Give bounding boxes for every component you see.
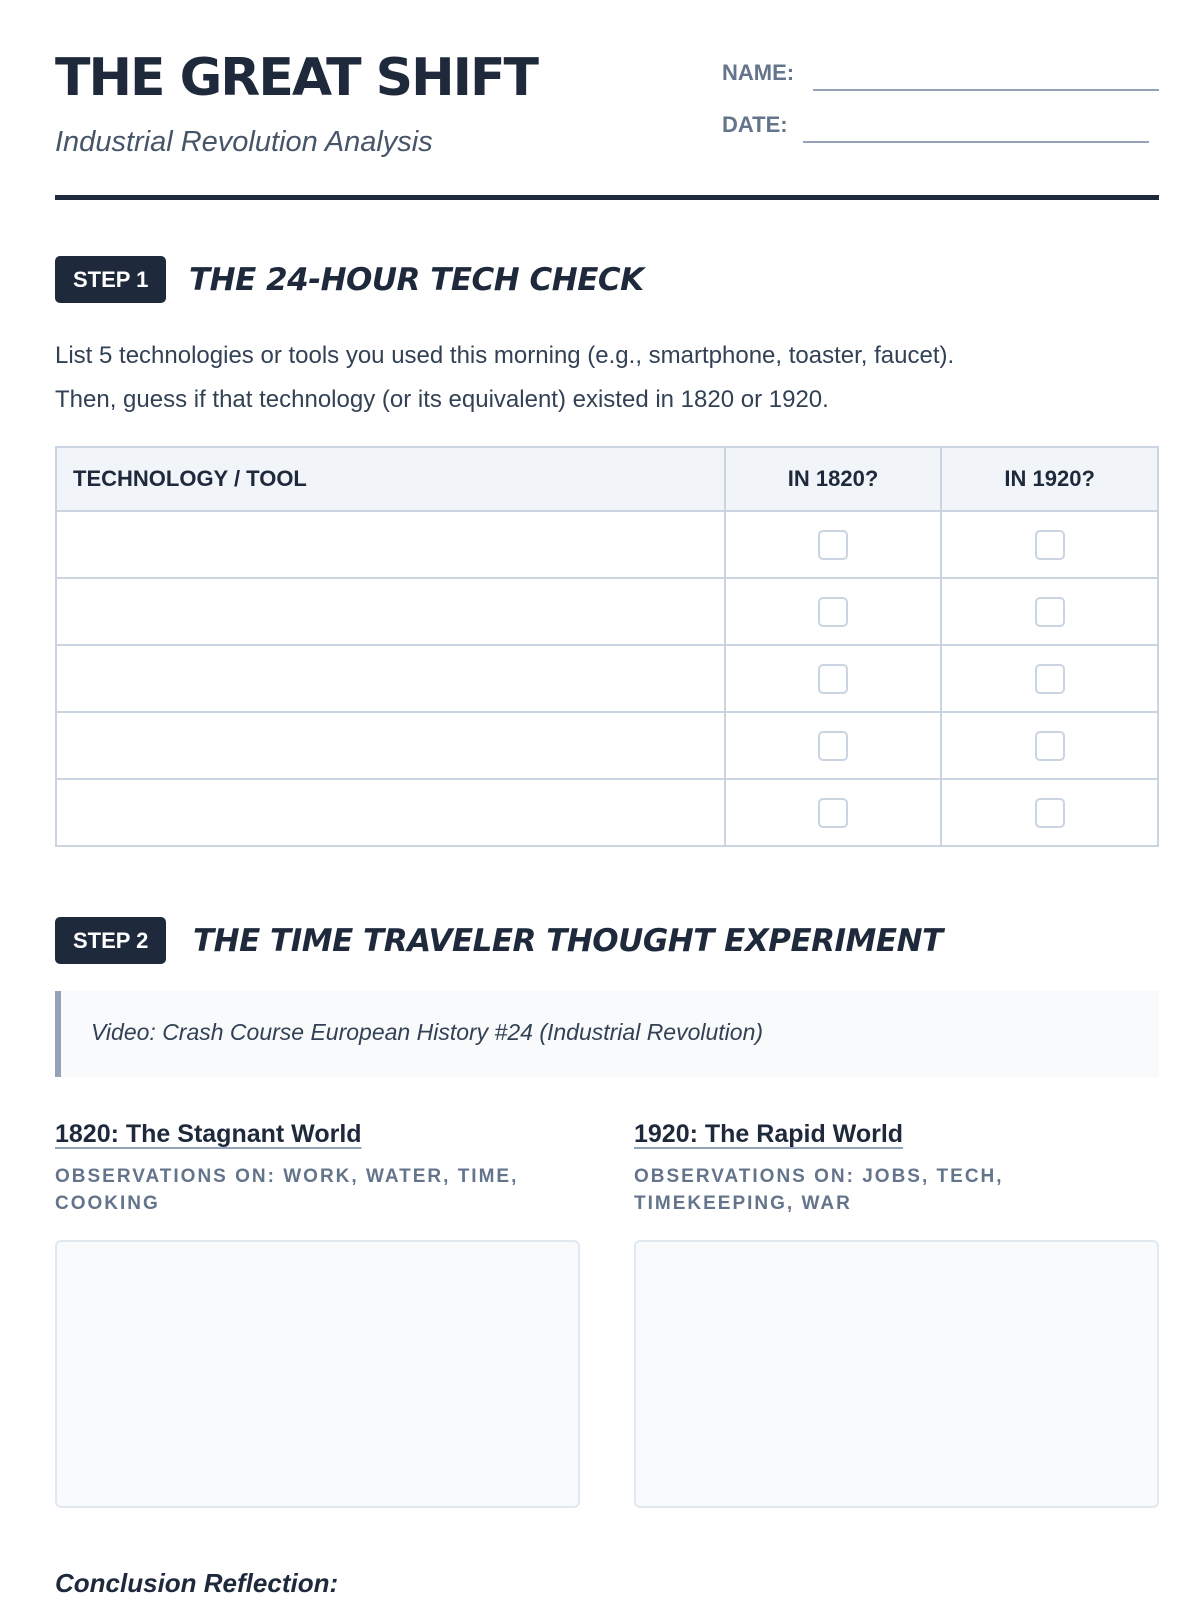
checkbox-1920[interactable] [1035,731,1065,761]
technology-input[interactable] [56,645,725,712]
instructions-line-2: Then, guess if that technology (or its equivalent) existed in 1820 or 1920. [55,386,829,413]
cell-1820 [725,578,942,645]
column-1920 [634,1120,1159,1217]
table-row [56,645,1158,712]
column-1820-subtitle-line-1: OBSERVATIONS ON: WORK, WATER, TIME, [55,1166,519,1187]
checkbox-1820[interactable] [818,664,848,694]
page-title: THE GREAT SHIFT [55,48,537,108]
table-row [56,578,1158,645]
step2-badge: STEP 2 [55,917,166,964]
date-label: DATE: [722,112,788,137]
header-divider [55,195,1159,200]
technology-input[interactable] [56,578,725,645]
table-row [56,511,1158,578]
tech-check-table [55,446,1159,847]
video-callout [55,991,1159,1077]
cell-1920 [941,578,1158,645]
cell-1820 [725,645,942,712]
cell-1820 [725,779,942,846]
checkbox-1820[interactable] [818,798,848,828]
name-label: NAME: [722,60,795,85]
observations-1820-box[interactable] [55,1240,580,1508]
column-header-1920: IN 1920? [941,447,1158,511]
column-1920-subtitle [634,1163,1159,1217]
table-row [56,779,1158,846]
step1-badge: STEP 1 [55,256,166,303]
step2-title: THE TIME TRAVELER THOUGHT EXPERIMENT [193,923,943,959]
checkbox-1920[interactable] [1035,798,1065,828]
column-1920-title: 1920: The Rapid World [634,1120,904,1148]
checkbox-1820[interactable] [818,731,848,761]
column-1820-subtitle-line-2: COOKING [55,1193,160,1214]
column-1820-title: 1820: The Stagnant World [55,1120,362,1148]
column-1820-subtitle [55,1163,580,1217]
name-field[interactable] [813,89,1159,91]
column-1920-subtitle-line-2: TIMEKEEPING, WAR [634,1193,852,1214]
column-1820 [55,1120,580,1217]
instructions-line-1: List 5 technologies or tools you used this morning (e.g., smartphone, toaster, faucet). [55,342,955,369]
page-subtitle: Industrial Revolution Analysis [55,126,433,158]
column-header-1820: IN 1820? [725,447,942,511]
step1-title: THE 24-HOUR TECH CHECK [189,262,644,298]
column-header-technology: TECHNOLOGY / TOOL [56,447,725,511]
technology-input[interactable] [56,712,725,779]
cell-1820 [725,511,942,578]
date-field[interactable] [803,141,1149,143]
cell-1920 [941,712,1158,779]
cell-1820 [725,712,942,779]
technology-input[interactable] [56,511,725,578]
table-header-row [56,447,1158,511]
step1-instructions [55,334,1165,422]
cell-1920 [941,511,1158,578]
table-row [56,712,1158,779]
video-reference: Video: Crash Course European History #24 (Industrial Revolution) [91,1019,764,1045]
checkbox-1920[interactable] [1035,530,1065,560]
observations-1920-box[interactable] [634,1240,1159,1508]
checkbox-1920[interactable] [1035,597,1065,627]
conclusion-reflection-label: Conclusion Reflection: [55,1568,339,1598]
checkbox-1820[interactable] [818,530,848,560]
cell-1920 [941,645,1158,712]
cell-1920 [941,779,1158,846]
checkbox-1820[interactable] [818,597,848,627]
technology-input[interactable] [56,779,725,846]
column-1920-subtitle-line-1: OBSERVATIONS ON: JOBS, TECH, [634,1166,1004,1187]
checkbox-1920[interactable] [1035,664,1065,694]
